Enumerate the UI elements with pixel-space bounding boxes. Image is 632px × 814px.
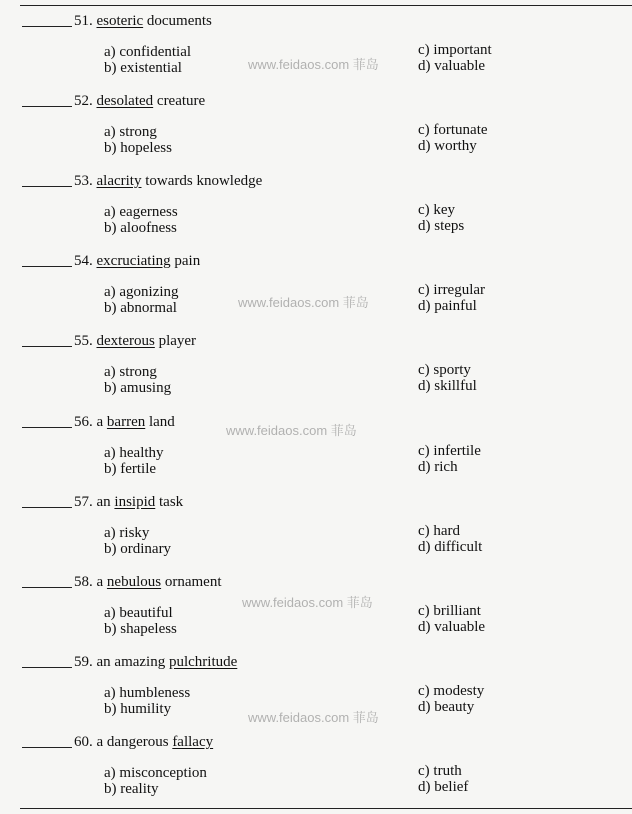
question-prefix: an amazing	[96, 654, 166, 670]
answer-blank	[22, 106, 72, 107]
answer-option: c) important	[418, 42, 492, 58]
question-item	[0, 172, 632, 252]
target-word: pulchritude	[168, 654, 238, 670]
answer-option: d) skillful	[418, 378, 477, 394]
question-number: 60.	[74, 734, 93, 750]
answer-option: d) beauty	[418, 699, 475, 715]
answer-option: a) confidential	[104, 44, 192, 60]
question-number: 58.	[74, 574, 93, 590]
watermark-text: www.feidaos.com 菲岛	[248, 57, 379, 72]
question-prefix: a	[96, 414, 104, 430]
question-stem	[74, 252, 200, 270]
question-stem	[74, 172, 262, 190]
question-item	[0, 733, 632, 813]
question-stem	[74, 733, 213, 751]
answer-option: d) valuable	[418, 619, 486, 635]
question-number: 52.	[74, 93, 93, 109]
answer-blank	[22, 427, 72, 428]
question-suffix: player	[158, 333, 197, 349]
answer-option: d) worthy	[418, 138, 477, 154]
target-word: alacrity	[96, 173, 142, 189]
answer-option: c) brilliant	[418, 603, 481, 619]
question-suffix: pain	[174, 253, 201, 269]
answer-option: c) key	[418, 202, 456, 218]
target-word: barren	[106, 414, 146, 430]
top-rule	[20, 5, 632, 6]
answer-option: b) ordinary	[104, 541, 172, 557]
answer-option: b) existential	[104, 60, 182, 76]
target-word: desolated	[96, 93, 154, 109]
question-number: 57.	[74, 494, 93, 510]
answer-option: a) humbleness	[104, 685, 191, 701]
answer-option: c) irregular	[418, 282, 486, 298]
question-number: 53.	[74, 173, 93, 189]
question-stem	[74, 573, 222, 591]
question-stem	[74, 413, 175, 431]
target-word: excruciating	[96, 253, 171, 269]
question-prefix: a	[96, 574, 104, 590]
question-stem	[74, 12, 212, 30]
answer-option: c) sporty	[418, 362, 471, 378]
question-item	[0, 573, 632, 653]
answer-blank	[22, 747, 72, 748]
answer-option: c) fortunate	[418, 122, 488, 138]
question-suffix: task	[159, 494, 184, 510]
answer-option: d) rich	[418, 459, 458, 475]
target-word: dexterous	[96, 333, 155, 349]
question-stem	[74, 493, 183, 511]
question-suffix: towards knowledge	[145, 173, 263, 189]
question-item	[0, 12, 632, 92]
question-suffix: ornament	[164, 574, 222, 590]
answer-blank	[22, 587, 72, 588]
question-prefix: an	[96, 494, 111, 510]
watermark-text: www.feidaos.com 菲岛	[226, 423, 357, 438]
question-number: 56.	[74, 414, 93, 430]
answer-option: c) hard	[418, 523, 461, 539]
answer-option: c) modesty	[418, 683, 485, 699]
answer-option: b) hopeless	[104, 140, 172, 156]
answer-option: c) infertile	[418, 443, 481, 459]
answer-option: a) beautiful	[104, 605, 173, 621]
answer-option: b) fertile	[104, 461, 157, 477]
answer-option: a) strong	[104, 364, 157, 380]
question-suffix: creature	[156, 93, 206, 109]
question-item	[0, 493, 632, 573]
answer-blank	[22, 667, 72, 668]
answer-option: a) misconception	[104, 765, 207, 781]
question-number: 54.	[74, 253, 93, 269]
watermark-text: www.feidaos.com 菲岛	[238, 295, 369, 310]
watermark-text: www.feidaos.com 菲岛	[242, 595, 373, 610]
target-word: fallacy	[172, 734, 214, 750]
answer-option: d) valuable	[418, 58, 486, 74]
answer-blank	[22, 507, 72, 508]
answer-blank	[22, 26, 72, 27]
answer-option: d) belief	[418, 779, 469, 795]
bottom-rule	[20, 808, 632, 809]
question-item	[0, 92, 632, 172]
answer-option: b) abnormal	[104, 300, 177, 316]
question-prefix: a dangerous	[96, 734, 169, 750]
answer-option: a) eagerness	[104, 204, 178, 220]
question-number: 51.	[74, 13, 93, 29]
question-item	[0, 332, 632, 412]
question-suffix: documents	[146, 13, 212, 29]
question-stem	[74, 653, 237, 671]
target-word: esoteric	[96, 13, 144, 29]
answer-option: c) truth	[418, 763, 462, 779]
answer-option: a) risky	[104, 525, 150, 541]
answer-option: a) healthy	[104, 445, 164, 461]
question-stem	[74, 92, 205, 110]
answer-blank	[22, 346, 72, 347]
answer-option: b) amusing	[104, 380, 172, 396]
answer-option: d) steps	[418, 218, 465, 234]
answer-option: b) reality	[104, 781, 159, 797]
answer-option: a) strong	[104, 124, 157, 140]
watermark-text: www.feidaos.com 菲岛	[248, 710, 379, 725]
question-suffix: land	[148, 414, 175, 430]
question-number: 59.	[74, 654, 93, 670]
answer-blank	[22, 186, 72, 187]
answer-option: b) humility	[104, 701, 172, 717]
question-stem	[74, 332, 196, 350]
answer-option: b) shapeless	[104, 621, 177, 637]
answer-blank	[22, 266, 72, 267]
target-word: insipid	[114, 494, 156, 510]
answer-option: d) painful	[418, 298, 477, 314]
answer-option: d) difficult	[418, 539, 483, 555]
target-word: nebulous	[106, 574, 162, 590]
answer-option: a) agonizing	[104, 284, 179, 300]
question-number: 55.	[74, 333, 93, 349]
answer-option: b) aloofness	[104, 220, 177, 236]
